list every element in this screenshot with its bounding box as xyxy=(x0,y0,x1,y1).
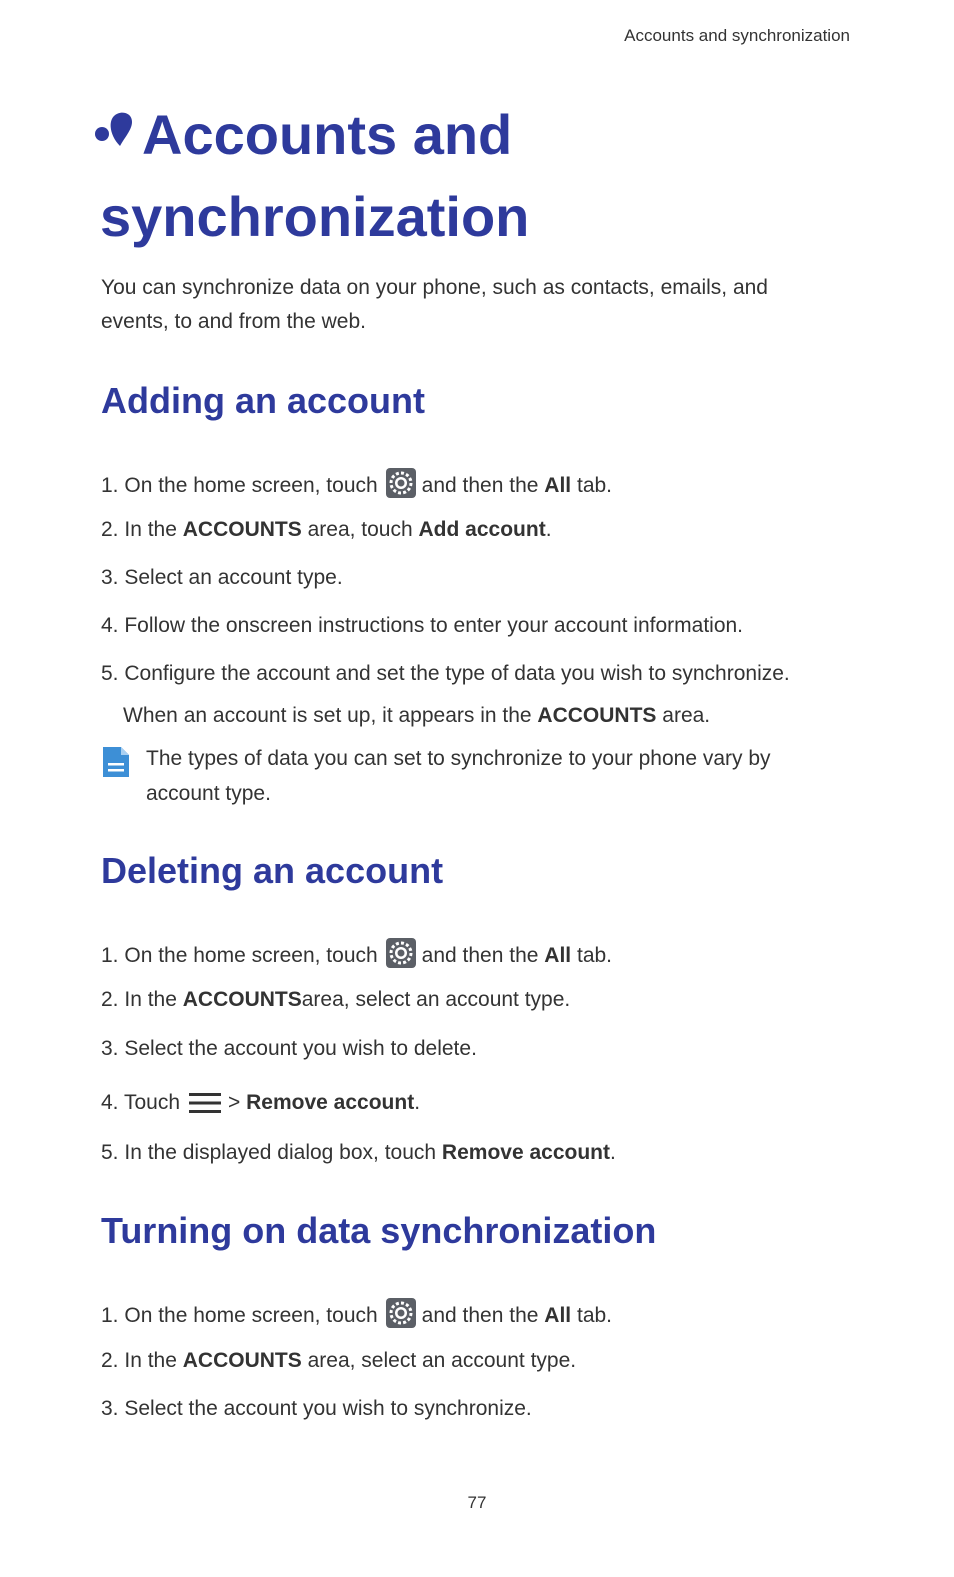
section-heading-sync: Turning on data synchronization xyxy=(101,1210,657,1251)
step-item xyxy=(101,1139,616,1167)
step-bold: Add account xyxy=(418,518,546,541)
step-number: 5. xyxy=(101,1141,119,1164)
page-number: 77 xyxy=(467,1493,487,1512)
note-text: The types of data you can set to synchronize to your phone vary by account type. xyxy=(146,747,771,805)
section-heading-adding: Adding an account xyxy=(101,380,425,421)
step-text: and then the xyxy=(421,1304,539,1327)
chapter-title xyxy=(100,88,860,258)
step-bold: All xyxy=(544,944,572,967)
step-bold: Remove account xyxy=(441,1141,610,1164)
step-text: . xyxy=(545,518,552,541)
running-header: Accounts and synchronization xyxy=(624,26,850,45)
step-item xyxy=(101,1089,420,1123)
step-item xyxy=(101,516,552,544)
step-bold: ACCOUNTS xyxy=(182,518,302,541)
menu-icon xyxy=(188,1091,222,1123)
step-item xyxy=(101,938,612,976)
step-number: 4. xyxy=(101,1091,119,1114)
step-item xyxy=(101,468,612,506)
step-text: Touch xyxy=(123,1091,181,1114)
note-icon xyxy=(101,745,131,784)
step-number: 2. xyxy=(101,988,119,1011)
step-bold: Remove account xyxy=(246,1091,415,1114)
step-number: 3. xyxy=(101,566,119,589)
step-number: 4. xyxy=(101,614,119,637)
step-text: In the xyxy=(124,988,177,1011)
step-number: 2. xyxy=(101,1349,119,1372)
step-bold: ACCOUNTS xyxy=(537,704,657,727)
step-followup xyxy=(123,702,710,730)
step-item xyxy=(101,1298,612,1336)
section-heading-deleting: Deleting an account xyxy=(101,850,444,891)
settings-icon xyxy=(386,938,416,976)
intro-paragraph: You can synchronize data on your phone, such as contacts, emails, and events, to and from the web. xyxy=(101,276,768,333)
step-number: 3. xyxy=(101,1037,119,1060)
step-text: In the displayed dialog box, touch xyxy=(124,1141,437,1164)
step-text: area. xyxy=(662,704,711,727)
step-text: > xyxy=(228,1091,241,1114)
step-item xyxy=(101,660,790,688)
step-text: tab. xyxy=(576,474,613,497)
step-item xyxy=(101,564,343,592)
step-text: tab. xyxy=(576,944,613,967)
step-bold: All xyxy=(544,474,572,497)
step-text: and then the xyxy=(421,474,539,497)
step-bold: ACCOUNTS xyxy=(182,1349,302,1372)
step-text: On the home screen, touch xyxy=(124,1304,378,1327)
step-text: Select the account you wish to delete. xyxy=(124,1037,477,1060)
step-text: Select an account type. xyxy=(124,566,343,589)
step-number: 1. xyxy=(101,474,119,497)
step-number: 2. xyxy=(101,518,119,541)
step-text: On the home screen, touch xyxy=(124,474,378,497)
step-number: 5. xyxy=(101,662,119,685)
step-text: . xyxy=(609,1141,616,1164)
step-number: 1. xyxy=(101,1304,119,1327)
step-text: Configure the account and set the type of data you wish to synchronize. xyxy=(124,662,790,685)
chapter-title-text: Accounts and synchronization xyxy=(100,103,530,248)
step-text: In the xyxy=(124,1349,177,1372)
step-item xyxy=(101,1347,576,1375)
step-item xyxy=(101,1395,532,1423)
settings-icon xyxy=(386,468,416,506)
chapter-drop-icon xyxy=(94,88,138,170)
step-text: Follow the onscreen instructions to enter your account information. xyxy=(124,614,744,637)
step-text: Select the account you wish to synchronize. xyxy=(124,1397,532,1420)
step-number: 1. xyxy=(101,944,119,967)
step-text: area, select an account type. xyxy=(301,988,571,1011)
step-text: area, touch xyxy=(307,518,413,541)
step-number: 3. xyxy=(101,1397,119,1420)
step-bold: All xyxy=(544,1304,572,1327)
step-text: and then the xyxy=(421,944,539,967)
settings-icon xyxy=(386,1298,416,1336)
step-item xyxy=(101,986,570,1014)
step-text: tab. xyxy=(576,1304,613,1327)
step-text: area, select an account type. xyxy=(307,1349,577,1372)
step-item xyxy=(101,1035,477,1063)
step-bold: ACCOUNTS xyxy=(182,988,302,1011)
step-text: In the xyxy=(124,518,177,541)
step-text: On the home screen, touch xyxy=(124,944,378,967)
step-item xyxy=(101,612,743,640)
step-text: . xyxy=(414,1091,421,1114)
step-text: When an account is set up, it appears in the xyxy=(123,704,532,727)
